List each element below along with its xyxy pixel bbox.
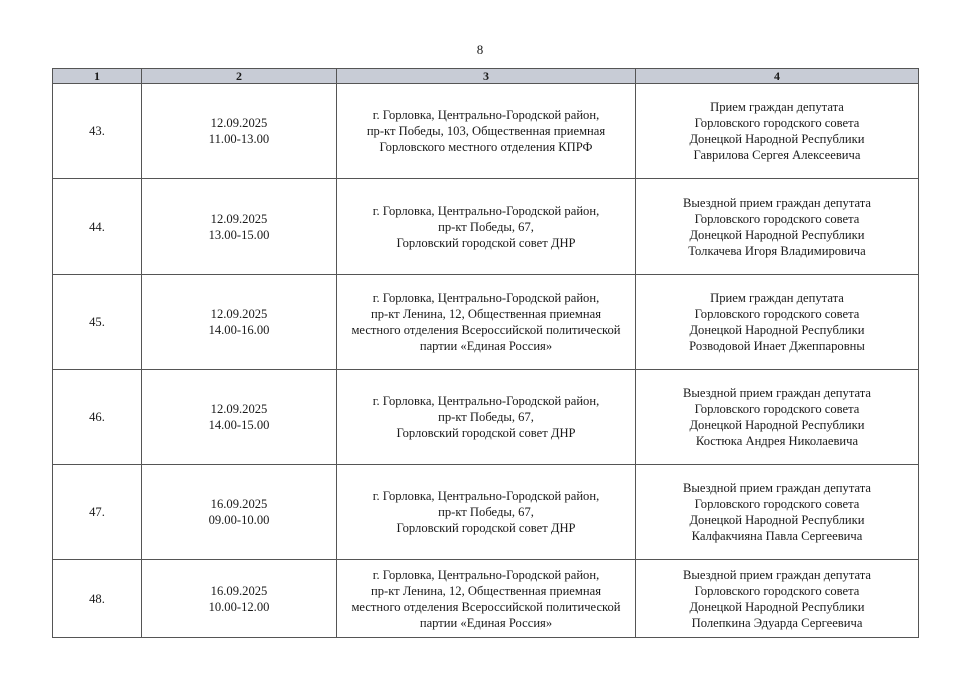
place-line: партии «Единая Россия» [419, 615, 553, 630]
time-text: 14.00-16.00 [208, 323, 270, 337]
description-line: Розводовой Инает Джеппаровны [689, 339, 865, 353]
description-cell [636, 275, 919, 370]
date-text: 12.09.2025 [210, 211, 268, 226]
place-cell [337, 179, 636, 275]
date-text: 16.09.2025 [210, 583, 268, 598]
datetime-cell [142, 179, 337, 275]
description-line: Донецкой Народной Республики [689, 227, 865, 242]
row-number-cell [53, 179, 142, 275]
description-line: Прием граждан депутата [710, 100, 844, 114]
place-line: пр-кт Победы, 67, [438, 505, 534, 519]
place-line: пр-кт Победы, 103, Общественная приемная [366, 124, 606, 138]
place-line: партии «Единая Россия» [419, 339, 553, 353]
place-line: Горловский городской совет ДНР [396, 426, 576, 440]
row-number-cell [53, 465, 142, 560]
description-line: Толкачева Игоря Владимировича [688, 243, 866, 258]
datetime-cell [142, 560, 337, 638]
description-line: Донецкой Народной Республики [689, 513, 865, 527]
description-line: Калфакчияна Павла Сергеевича [691, 529, 863, 543]
description-line: Костюка Андрея Николаевича [695, 434, 859, 448]
schedule-table [52, 68, 919, 638]
table-row [53, 84, 919, 179]
row-number-cell [53, 560, 142, 638]
description-cell [636, 179, 919, 275]
row-number: 47. [89, 505, 105, 519]
place-line: Горловский городской совет ДНР [396, 521, 576, 535]
row-number: 46. [89, 410, 105, 424]
row-number: 45. [89, 315, 105, 329]
table-row [53, 275, 919, 370]
description-cell [636, 560, 919, 638]
date-text: 12.09.2025 [210, 116, 268, 130]
description-cell [636, 84, 919, 179]
header-col-1: 1 [53, 69, 142, 84]
time-text: 14.00-15.00 [208, 418, 270, 432]
description-line: Донецкой Народной Республики [689, 132, 865, 146]
description-line: Горловского городского совета [694, 116, 860, 130]
description-line: Горловского городского совета [694, 307, 860, 321]
date-text: 12.09.2025 [210, 402, 268, 416]
time-text: 13.00-15.00 [208, 227, 270, 242]
row-number-cell [53, 84, 142, 179]
row-number-cell [53, 370, 142, 465]
row-number: 48. [89, 591, 105, 606]
place-cell [337, 370, 636, 465]
place-line: г. Горловка, Центрально-Городской район, [372, 108, 600, 122]
description-line: Горловского городского совета [694, 211, 860, 226]
description-line: Выездной прием граждан депутата [682, 567, 871, 582]
datetime-cell [142, 275, 337, 370]
place-line: г. Горловка, Центрально-Городской район, [372, 567, 600, 582]
date-text: 12.09.2025 [210, 307, 268, 321]
row-number: 43. [89, 124, 105, 138]
place-line: г. Горловка, Центрально-Городской район, [372, 394, 600, 408]
place-cell [337, 465, 636, 560]
place-line: пр-кт Ленина, 12, Общественная приемная [370, 583, 601, 598]
time-text: 09.00-10.00 [208, 513, 270, 527]
place-line: Горловского местного отделения КПРФ [379, 140, 593, 154]
description-cell [636, 370, 919, 465]
description-line: Горловского городского совета [694, 583, 860, 598]
description-line: Горловского городского совета [694, 497, 860, 511]
table-row [53, 179, 919, 275]
time-text: 11.00-13.00 [208, 132, 270, 146]
description-line: Горловского городского совета [694, 402, 860, 416]
place-cell [337, 84, 636, 179]
description-line: Донецкой Народной Республики [689, 599, 865, 614]
header-col-4: 4 [636, 69, 919, 84]
description-cell [636, 465, 919, 560]
page-number: 8 [476, 42, 484, 57]
time-text: 10.00-12.00 [208, 599, 270, 614]
place-line: местного отделения Всероссийской политической [351, 599, 621, 614]
description-line: Выездной прием граждан депутата [682, 481, 871, 495]
place-line: Горловский городской совет ДНР [396, 235, 576, 250]
description-line: Выездной прием граждан депутата [682, 195, 871, 210]
description-line: Донецкой Народной Республики [689, 418, 865, 432]
row-number: 44. [89, 219, 105, 234]
place-cell [337, 275, 636, 370]
place-line: пр-кт Ленина, 12, Общественная приемная [370, 307, 601, 321]
description-line: Гаврилова Сергея Алексеевича [693, 148, 861, 162]
description-line: Донецкой Народной Республики [689, 323, 865, 337]
datetime-cell [142, 84, 337, 179]
place-line: местного отделения Всероссийской политической [351, 323, 621, 337]
place-line: г. Горловка, Центрально-Городской район, [372, 291, 600, 305]
table-row [53, 465, 919, 560]
table-header [53, 69, 919, 84]
description-line: Выездной прием граждан депутата [682, 386, 871, 400]
datetime-cell [142, 370, 337, 465]
place-line: г. Горловка, Центрально-Городской район, [372, 489, 600, 503]
place-line: пр-кт Победы, 67, [438, 410, 534, 424]
datetime-cell [142, 465, 337, 560]
header-col-2: 2 [142, 69, 337, 84]
header-col-3: 3 [337, 69, 636, 84]
place-line: пр-кт Победы, 67, [438, 219, 534, 234]
description-line: Полепкина Эдуарда Сергеевича [691, 615, 863, 630]
place-cell [337, 560, 636, 638]
description-line: Прием граждан депутата [710, 291, 844, 305]
place-line: г. Горловка, Центрально-Городской район, [372, 203, 600, 218]
table-row [53, 370, 919, 465]
row-number-cell [53, 275, 142, 370]
date-text: 16.09.2025 [210, 497, 268, 511]
table-row [53, 560, 919, 638]
header-row [53, 69, 919, 84]
